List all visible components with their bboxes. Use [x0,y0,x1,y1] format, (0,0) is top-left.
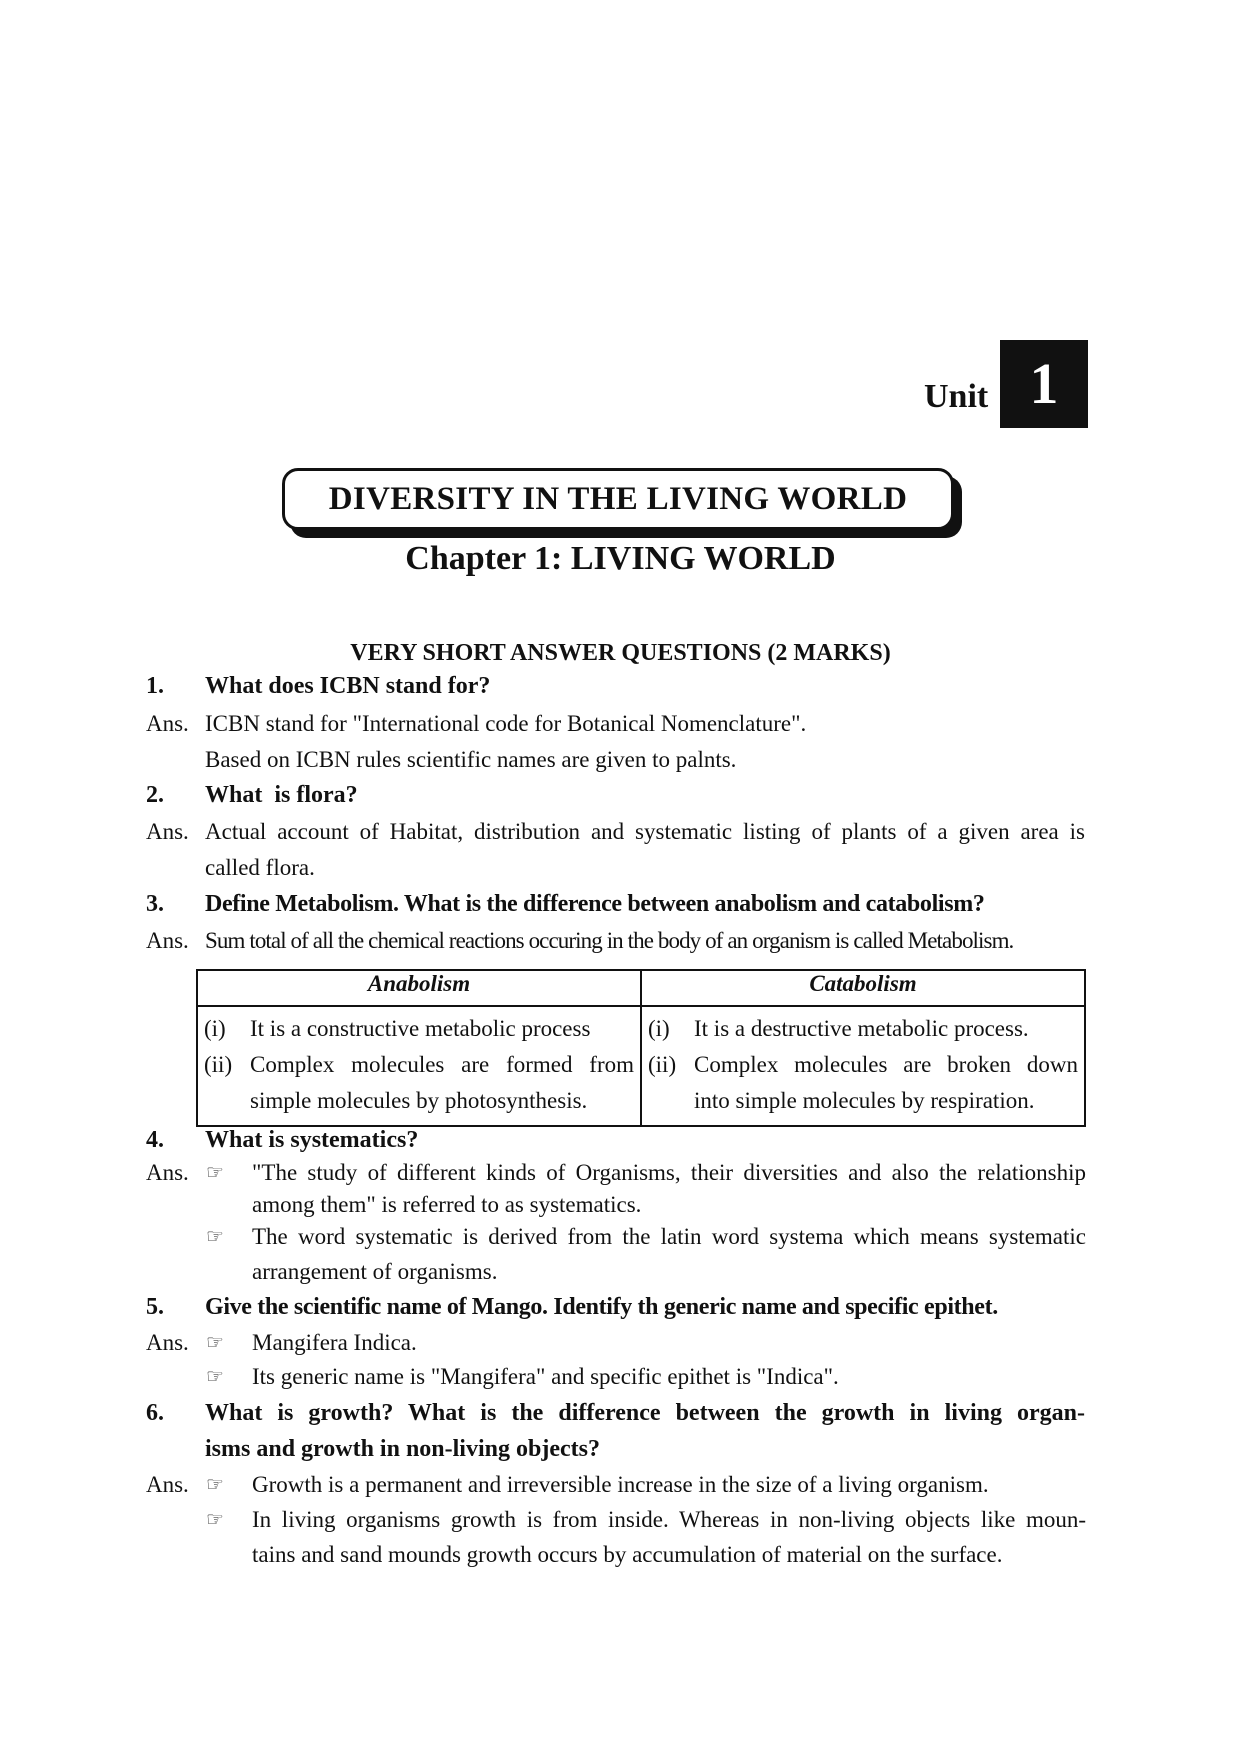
question-text: What is flora? [205,782,358,808]
table-header-catabolism: Catabolism [641,970,1085,1006]
question-number: 2. [146,782,164,808]
table-item [204,1011,634,1047]
table-header-anabolism: Anabolism [197,970,641,1006]
item-text: into simple molecules by respiration. [694,1088,1035,1113]
pointing-hand-icon: ☞ [206,1162,224,1184]
answer-line: arrangement of organisms. [252,1259,498,1284]
question-text: What is growth? What is the difference between the growth in living organ- [205,1400,1085,1426]
item-text: Complex molecules are formed from [250,1052,634,1077]
pointing-hand-icon: ☞ [206,1332,224,1354]
answer-line: Sum total of all the chemical reactions occuring in the body of an organism is called Metabolism. [205,928,1014,953]
question-text: Define Metabolism. What is the difference between anabolism and catabolism? [205,891,985,917]
answer-label: Ans. [146,1330,189,1355]
answer-line: Actual account of Habitat, distribution and systematic listing of plants of a given area is [205,819,1085,844]
item-number: (ii) [648,1052,677,1077]
question-number: 1. [146,673,164,699]
question-number: 4. [146,1127,164,1153]
answer-line: ICBN stand for "International code for Botanical Nomenclature". [205,711,807,736]
catabolism-cell [641,1006,1085,1126]
item-text: It is a constructive metabolic process [250,1016,591,1041]
unit-title: DIVERSITY IN THE LIVING WORLD [282,468,954,530]
question-number: 6. [146,1400,164,1426]
item-text: Complex molecules are broken down [694,1052,1078,1077]
item-text: It is a destructive metabolic process. [694,1016,1029,1041]
anabolism-cell [197,1006,641,1126]
pointing-hand-icon: ☞ [206,1226,224,1248]
answer-label: Ans. [146,819,189,844]
item-number: (ii) [204,1052,233,1077]
answer-label: Ans. [146,1472,189,1497]
answer-line: tains and sand mounds growth occurs by accumulation of material on the surface. [252,1542,1003,1567]
chapter-title: Chapter 1: LIVING WORLD [405,540,836,577]
question-text: What does ICBN stand for? [205,673,491,699]
question-number: 5. [146,1294,164,1320]
answer-line: Mangifera Indica. [252,1330,417,1355]
item-number: (i) [648,1016,670,1041]
unit-label: Unit [924,378,989,415]
question-text: What is systematics? [205,1127,419,1153]
answer-line: Based on ICBN rules scientific names are given to palnts. [205,747,737,772]
table-item-continued [204,1083,634,1119]
answer-line: called flora. [205,855,315,880]
table-item [648,1047,1078,1083]
question-text: Give the scientific name of Mango. Identify th generic name and specific epithet. [205,1294,998,1320]
answer-label: Ans. [146,711,189,736]
table-item [204,1047,634,1083]
pointing-hand-icon: ☞ [206,1474,224,1496]
table-item-continued [648,1083,1078,1119]
comparison-table [196,969,1086,1127]
answer-line: Its generic name is "Mangifera" and specific epithet is "Indica". [252,1364,839,1389]
item-text: simple molecules by photosynthesis. [250,1088,588,1113]
answer-line: Growth is a permanent and irreversible increase in the size of a living organism. [252,1472,989,1497]
answer-line: "The study of different kinds of Organisms, their diversities and also the relationship [252,1160,1086,1185]
answer-line: The word systematic is derived from the latin word systema which means systematic [252,1224,1086,1249]
unit-number-badge: 1 [1000,340,1088,428]
pointing-hand-icon: ☞ [206,1509,224,1531]
answer-label: Ans. [146,1160,189,1185]
section-heading: VERY SHORT ANSWER QUESTIONS (2 MARKS) [350,640,891,666]
answer-label: Ans. [146,928,189,953]
answer-line: In living organisms growth is from inside. Whereas in non-living objects like moun- [252,1507,1086,1532]
answer-line: among them" is referred to as systematics. [252,1192,642,1217]
item-number: (i) [204,1016,226,1041]
question-text: isms and growth in non-living objects? [205,1436,600,1462]
table-item [648,1011,1078,1047]
pointing-hand-icon: ☞ [206,1366,224,1388]
question-number: 3. [146,891,164,917]
